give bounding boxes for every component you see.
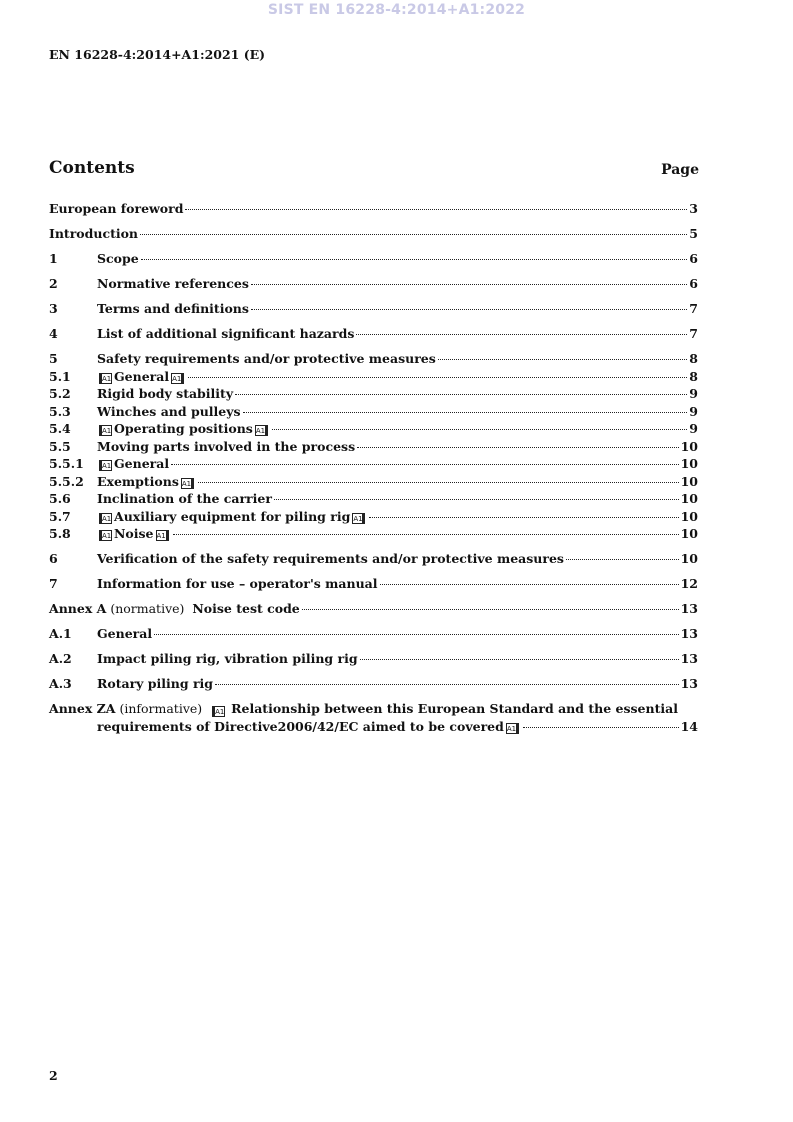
toc-entry-text: Information for use – operator's manual [97,576,378,591]
toc-page-number: 10 [680,438,698,454]
toc-entry-text: European foreword [49,201,184,216]
amendment-start-marker-icon: A1 [99,460,112,471]
dot-leader [171,464,678,465]
toc-section-number: A.3 [49,676,72,691]
dot-leader [173,534,679,535]
dot-leader [251,309,687,310]
toc-page-number: 10 [680,491,698,506]
toc-entry-text: Auxiliary equipment for piling rig [114,508,351,524]
dot-leader [243,412,688,413]
toc-entry-introduction[interactable] [49,225,698,243]
toc-entry-text: Rotary piling rig [97,676,214,691]
toc-entry-european-foreword[interactable] [49,200,698,218]
dot-leader [369,517,678,518]
toc-section-number: 4 [49,326,58,341]
toc-entry-5-5[interactable] [49,438,698,456]
dot-leader [251,284,687,285]
annex-za-line-1 [49,700,698,718]
toc-entry-text: Moving parts involved in the process [97,438,356,454]
toc-section-number: A.2 [49,651,72,666]
toc-page-number: 10 [680,508,698,524]
toc-entry-text: Introduction [49,226,139,241]
toc-entry-5-4[interactable] [49,420,698,438]
toc-page-number: 3 [689,201,698,216]
toc-section-number: 6 [49,551,58,566]
dot-leader [188,377,687,378]
toc-page-number: 6 [689,276,698,291]
toc-entry-text: Safety requirements and/or protective measures [97,351,436,366]
dot-leader [302,609,679,610]
toc-section-number: 5 [49,351,58,366]
annex-title-line-2: requirements of Directive2006/42/EC aimed to be covered [97,718,504,734]
toc-entry-a-1[interactable] [49,625,698,643]
toc-entry-text: Inclination of the carrier [97,491,272,506]
annex-label: Annex A [49,601,107,616]
contents-heading-row [49,158,699,178]
toc-section-number: 5.7 [49,508,71,524]
toc-section-number: 1 [49,251,58,266]
toc-entry-text: Winches and pulleys [97,403,241,419]
toc-page-number: 9 [689,403,698,419]
toc-section-number: 5.8 [49,526,71,541]
toc-entry-6[interactable] [49,550,698,568]
contents-title: Contents [49,158,135,178]
dot-leader [274,499,679,500]
toc-entry-text: General [114,368,170,384]
toc-entry-5-8[interactable] [49,525,698,543]
toc-entry-5-6[interactable] [49,490,698,508]
toc-entry-annex-za[interactable] [49,700,698,735]
dot-leader [272,429,687,430]
toc-entry-5-3[interactable] [49,403,698,421]
toc-page-number: 10 [680,526,698,541]
toc-entry-text: General [114,456,170,471]
amendment-start-marker-icon: A1 [99,530,112,541]
dot-leader [360,659,679,660]
toc-entry-text: Normative references [97,276,249,291]
toc-entry-text: Exemptions [97,473,179,489]
toc-page-number: 6 [689,251,698,266]
toc-entry-5[interactable] [49,350,698,368]
toc-page-number: 13 [680,676,698,691]
dot-leader [185,209,687,210]
toc-entry-text: General [97,626,153,641]
toc-entry-2[interactable] [49,275,698,293]
toc-page-number: 7 [689,326,698,341]
toc-page-number: 14 [680,718,698,734]
toc-entry-text: Rigid body stability [97,386,234,401]
toc-entry-text: Scope [97,251,139,266]
toc-section-number: 5.3 [49,403,71,419]
toc-section-number: 5.6 [49,491,71,506]
dot-leader [438,359,688,360]
amendment-end-marker-icon: A1 [352,513,365,524]
toc-entry-a-3[interactable] [49,675,698,693]
toc-section-number: A.1 [49,626,72,641]
toc-page-number: 10 [680,456,698,471]
amendment-start-marker-icon: A1 [99,425,112,436]
toc-entry-4[interactable] [49,325,698,343]
table-of-contents [49,200,698,735]
toc-page-number: 10 [680,473,698,489]
amendment-start-marker-icon: A1 [212,706,225,717]
toc-entry-5-7[interactable] [49,508,698,526]
toc-page-number: 10 [680,551,698,566]
amendment-end-marker-icon: A1 [506,723,519,734]
toc-entry-text: Terms and definitions [97,301,249,316]
toc-entry-5-1[interactable] [49,368,698,386]
dot-leader [523,727,679,728]
dot-leader [198,482,679,483]
dot-leader [215,684,679,685]
standard-header: EN 16228-4:2014+A1:2021 (E) [49,47,266,62]
dot-leader [140,234,687,235]
dot-leader [235,394,687,395]
toc-section-number: 5.2 [49,386,71,401]
dot-leader [566,559,679,560]
toc-page-number: 8 [689,368,698,384]
amendment-end-marker-icon: A1 [171,373,184,384]
amendment-start-marker-icon: A1 [99,513,112,524]
annex-type: (normative) [110,601,185,616]
annex-type: (informative) [119,701,203,716]
toc-page-number: 9 [689,421,698,436]
amendment-end-marker-icon: A1 [156,530,169,541]
dot-leader [154,634,678,635]
toc-entry-text: Verification of the safety requirements and/or protective measures [97,551,564,566]
annex-za-line-2 [49,718,698,736]
toc-section-number: 5.4 [49,421,71,436]
toc-entry-annex-a[interactable] [49,600,698,618]
toc-section-number: 5.5.1 [49,456,84,471]
toc-entry-5-2[interactable] [49,385,698,403]
toc-entry-text: Operating positions [114,421,253,436]
toc-page-number: 13 [680,626,698,641]
toc-entry-5-5-1[interactable] [49,455,698,473]
toc-entry-text: Noise [114,526,154,541]
toc-entry-a-2[interactable] [49,650,698,668]
annex-label: Annex ZA [49,701,116,716]
amendment-end-marker-icon: A1 [181,478,194,489]
page-number: 2 [49,1068,58,1083]
toc-section-number: 5.1 [49,368,71,384]
toc-section-number: 3 [49,301,58,316]
toc-page-number: 8 [689,351,698,366]
toc-page-number: 9 [689,386,698,401]
annex-title-line-1: Relationship between this European Standard and the essential [231,701,678,716]
toc-section-number: 2 [49,276,58,291]
toc-section-number: 5.5 [49,438,71,454]
toc-entry-5-5-2[interactable] [49,473,698,491]
amendment-start-marker-icon: A1 [99,373,112,384]
toc-entry-7[interactable] [49,575,698,593]
watermark: SIST EN 16228-4:2014+A1:2022 [267,2,526,18]
dot-leader [356,334,687,335]
toc-section-number: 5.5.2 [49,473,84,489]
toc-entry-text: Impact piling rig, vibration piling rig [97,651,358,666]
annex-title: Noise test code [192,601,300,616]
dot-leader [141,259,688,260]
toc-page-number: 13 [680,651,698,666]
amendment-end-marker-icon: A1 [255,425,268,436]
toc-entry-1[interactable] [49,250,698,268]
toc-entry-3[interactable] [49,300,698,318]
toc-page-number: 7 [689,301,698,316]
page-column-label: Page [661,162,699,178]
toc-entry-text: List of additional significant hazards [97,326,355,341]
dot-leader [357,447,678,448]
toc-section-number: 7 [49,576,58,591]
dot-leader [380,584,679,585]
toc-page-number: 5 [689,226,698,241]
toc-page-number: 12 [680,576,698,591]
toc-page-number: 13 [680,601,698,616]
